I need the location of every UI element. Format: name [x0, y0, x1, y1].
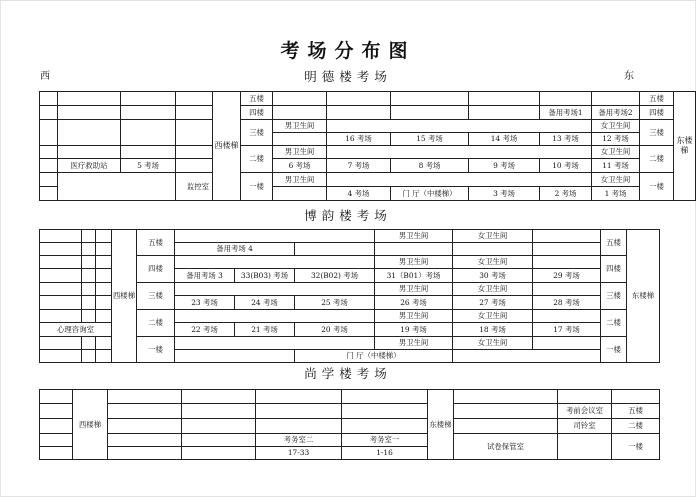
spare-room-1: 备用考场1 [540, 106, 592, 120]
cell [342, 390, 428, 404]
exam-room: 24 考场 [235, 296, 295, 310]
floor-label: 三楼 [601, 283, 627, 310]
exam-room: 33(B03) 考场 [235, 269, 295, 283]
exam-room: 2 考场 [540, 187, 592, 201]
cell [40, 310, 82, 323]
floor-label: 四楼 [601, 256, 627, 283]
cell [612, 390, 660, 404]
cell [453, 243, 533, 256]
cell [82, 337, 96, 350]
cell [454, 404, 558, 419]
cell [96, 283, 112, 296]
exam-room: 8 考场 [391, 159, 469, 173]
exam-room: 30 考场 [453, 269, 533, 283]
cell [256, 404, 342, 419]
women-restroom: 女卫生间 [592, 120, 640, 133]
office-one-range: 1-16 [342, 447, 428, 460]
cell [175, 337, 375, 350]
cell [558, 390, 612, 404]
women-restroom: 女卫生间 [453, 256, 533, 269]
exam-room: 5 考场 [121, 159, 176, 173]
cell [40, 337, 82, 350]
floor-label: 一楼 [601, 337, 627, 363]
floor-label: 一楼 [640, 173, 674, 201]
cell [96, 310, 112, 323]
cell [58, 146, 121, 159]
exam-room: 20 考场 [295, 323, 375, 337]
meeting-room: 考前会议室 [558, 404, 612, 419]
exam-room: 25 考场 [295, 296, 375, 310]
cell [58, 106, 121, 120]
cell [327, 146, 592, 159]
cell [40, 92, 58, 106]
cell [58, 92, 121, 106]
monitor-room: 监控室 [176, 173, 213, 201]
cell [58, 120, 121, 146]
cell [454, 390, 558, 404]
cell [327, 106, 391, 120]
cell [96, 230, 112, 243]
women-restroom: 女卫生间 [453, 283, 533, 296]
cell [82, 350, 96, 363]
floor-label: 二楼 [612, 419, 660, 434]
cell [176, 92, 213, 106]
exam-room: 4 考场 [327, 187, 391, 201]
lobby: 门 厅（中楼梯） [391, 187, 469, 201]
cell [108, 404, 182, 419]
boyun-east-stair: 东楼梯 [627, 230, 660, 363]
cell [453, 350, 601, 363]
men-restroom: 男卫生间 [375, 230, 453, 243]
cell [40, 173, 58, 187]
men-restroom: 男卫生间 [273, 146, 327, 159]
cell [40, 390, 73, 404]
floor-label: 四楼 [241, 106, 273, 120]
cell [182, 390, 256, 404]
cell [82, 296, 96, 310]
exam-room: 17 考场 [533, 323, 601, 337]
cell [40, 350, 82, 363]
west-label: 西 [40, 71, 50, 82]
floor-label: 五楼 [640, 92, 674, 106]
cell [40, 283, 82, 296]
cell [454, 419, 558, 434]
cell [40, 404, 73, 419]
cell [533, 243, 601, 256]
exam-room: 22 考场 [175, 323, 235, 337]
mingde-table [39, 91, 696, 201]
women-restroom: 女卫生间 [453, 310, 533, 323]
exam-room: 19 考场 [375, 323, 453, 337]
bell-room: 司铃室 [558, 419, 612, 434]
exam-room: 7 考场 [327, 159, 391, 173]
mingde-title: 明德楼考场 [304, 69, 392, 84]
cell [121, 92, 176, 106]
exam-room: 32(B02) 考场 [295, 269, 375, 283]
cell [182, 404, 256, 419]
cell [82, 310, 96, 323]
cell [40, 159, 58, 173]
cell [96, 350, 112, 363]
exam-room: 28 考场 [533, 296, 601, 310]
exam-room: 6 考场 [273, 159, 327, 173]
shangxue-east-stair: 东楼梯 [428, 390, 454, 460]
cell [176, 120, 213, 146]
exam-room: 10 考场 [540, 159, 592, 173]
exam-room: 1 考场 [592, 187, 640, 201]
cell [273, 106, 327, 120]
spare-room-2: 备用考场2 [592, 106, 640, 120]
cell [40, 296, 82, 310]
cell [121, 106, 176, 120]
cell [40, 146, 58, 159]
cell [96, 269, 112, 283]
cell [375, 243, 453, 256]
office-one: 考务室一 [342, 434, 428, 447]
cell [182, 447, 256, 460]
women-restroom: 女卫生间 [453, 337, 533, 350]
cell [40, 269, 82, 283]
counseling-room: 心理咨询室 [40, 323, 112, 337]
exam-room: 3 考场 [469, 187, 540, 201]
cell [40, 256, 82, 269]
cell [327, 173, 592, 187]
floor-label: 五楼 [137, 230, 175, 256]
cell [108, 419, 182, 434]
cell [175, 350, 295, 363]
women-restroom: 女卫生间 [592, 146, 640, 159]
floor-label: 三楼 [640, 120, 674, 146]
first-aid-station: 医疗救助站 [58, 159, 121, 173]
cell [342, 404, 428, 419]
cell [40, 106, 58, 120]
cell [82, 243, 96, 256]
cell [175, 256, 375, 269]
cell [40, 243, 82, 256]
exam-room: 31（B01）考场 [375, 269, 453, 283]
cell [273, 133, 327, 146]
exam-room: 16 考场 [327, 133, 391, 146]
shangxue-table [39, 389, 660, 460]
cell [82, 256, 96, 269]
cell [175, 230, 375, 243]
exam-room: 26 考场 [375, 296, 453, 310]
floor-label: 五楼 [601, 230, 627, 256]
cell [469, 106, 540, 120]
men-restroom: 男卫生间 [375, 256, 453, 269]
shangxue-west-stair: 西楼梯 [73, 390, 108, 460]
exam-room: 11 考场 [592, 159, 640, 173]
cell [533, 310, 601, 323]
floor-label: 二楼 [601, 310, 627, 337]
cell [82, 283, 96, 296]
cell [82, 230, 96, 243]
cell [256, 419, 342, 434]
floor-label: 一楼 [612, 434, 660, 460]
mingde-east-stair: 东楼梯 [674, 92, 696, 201]
cell [108, 390, 182, 404]
cell [342, 419, 428, 434]
cell [469, 92, 540, 106]
cell [533, 230, 601, 243]
cell [533, 256, 601, 269]
cell [592, 92, 640, 106]
cell [182, 434, 256, 447]
office-two: 考务室二 [256, 434, 342, 447]
cell [176, 159, 213, 173]
east-label: 东 [624, 71, 634, 82]
cell [558, 434, 612, 460]
floor-label: 四楼 [137, 256, 175, 283]
cell [295, 243, 375, 256]
cell [40, 120, 58, 146]
floor-label: 一楼 [137, 337, 175, 363]
cell [40, 434, 73, 447]
exam-room: 29 考场 [533, 269, 601, 283]
mingde-west-stair: 西楼梯 [213, 92, 241, 201]
cell [540, 92, 592, 106]
cell [533, 337, 601, 350]
cell [58, 173, 176, 201]
paper-storage-room: 试卷保管室 [454, 434, 558, 460]
lobby: 门 厅（中楼梯） [295, 350, 453, 363]
cell [96, 296, 112, 310]
exam-room: 21 考场 [235, 323, 295, 337]
boyun-title: 博韵楼考场 [304, 208, 392, 223]
cell [391, 106, 469, 120]
cell [40, 230, 82, 243]
floor-label: 三楼 [241, 120, 273, 146]
women-restroom: 女卫生间 [453, 230, 533, 243]
exam-room: 13 考场 [540, 133, 592, 146]
office-two-range: 17-33 [256, 447, 342, 460]
exam-room: 27 考场 [453, 296, 533, 310]
exam-room: 9 考场 [469, 159, 540, 173]
cell [96, 337, 112, 350]
cell [40, 419, 73, 434]
shangxue-title: 尚学楼考场 [304, 366, 392, 381]
cell [108, 434, 182, 447]
cell [256, 390, 342, 404]
page-title: 考场分布图 [280, 40, 416, 62]
men-restroom: 男卫生间 [375, 283, 453, 296]
cell [327, 120, 592, 133]
boyun-table [39, 229, 660, 363]
boyun-west-stair: 西楼梯 [112, 230, 137, 363]
cell [121, 120, 176, 146]
floor-label: 五楼 [612, 404, 660, 419]
floor-label: 二楼 [640, 146, 674, 173]
cell [40, 187, 58, 201]
cell [121, 146, 176, 159]
cell [96, 256, 112, 269]
cell [273, 187, 327, 201]
men-restroom: 男卫生间 [375, 337, 453, 350]
cell [273, 92, 327, 106]
cell [40, 447, 73, 460]
exam-room: 15 考场 [391, 133, 469, 146]
exam-room: 备用考场 3 [175, 269, 235, 283]
cell [176, 146, 213, 159]
women-restroom: 女卫生间 [592, 173, 640, 187]
cell [175, 283, 375, 296]
cell [175, 310, 375, 323]
cell [182, 419, 256, 434]
floor-label: 五楼 [241, 92, 273, 106]
floor-label: 二楼 [241, 146, 273, 173]
cell [108, 447, 182, 460]
cell [391, 92, 469, 106]
exam-room: 23 考场 [175, 296, 235, 310]
cell [82, 269, 96, 283]
men-restroom: 男卫生间 [273, 120, 327, 133]
exam-room: 12 考场 [592, 133, 640, 146]
men-restroom: 男卫生间 [273, 173, 327, 187]
cell [176, 106, 213, 120]
cell [327, 92, 391, 106]
floor-label: 四楼 [640, 106, 674, 120]
exam-room: 14 考场 [469, 133, 540, 146]
exam-room: 18 考场 [453, 323, 533, 337]
men-restroom: 男卫生间 [375, 310, 453, 323]
spare-room-4: 备用考场 4 [175, 243, 295, 256]
cell [533, 283, 601, 296]
cell [96, 243, 112, 256]
floor-label: 一楼 [241, 173, 273, 201]
floor-label: 二楼 [137, 310, 175, 337]
floor-label: 三楼 [137, 283, 175, 310]
